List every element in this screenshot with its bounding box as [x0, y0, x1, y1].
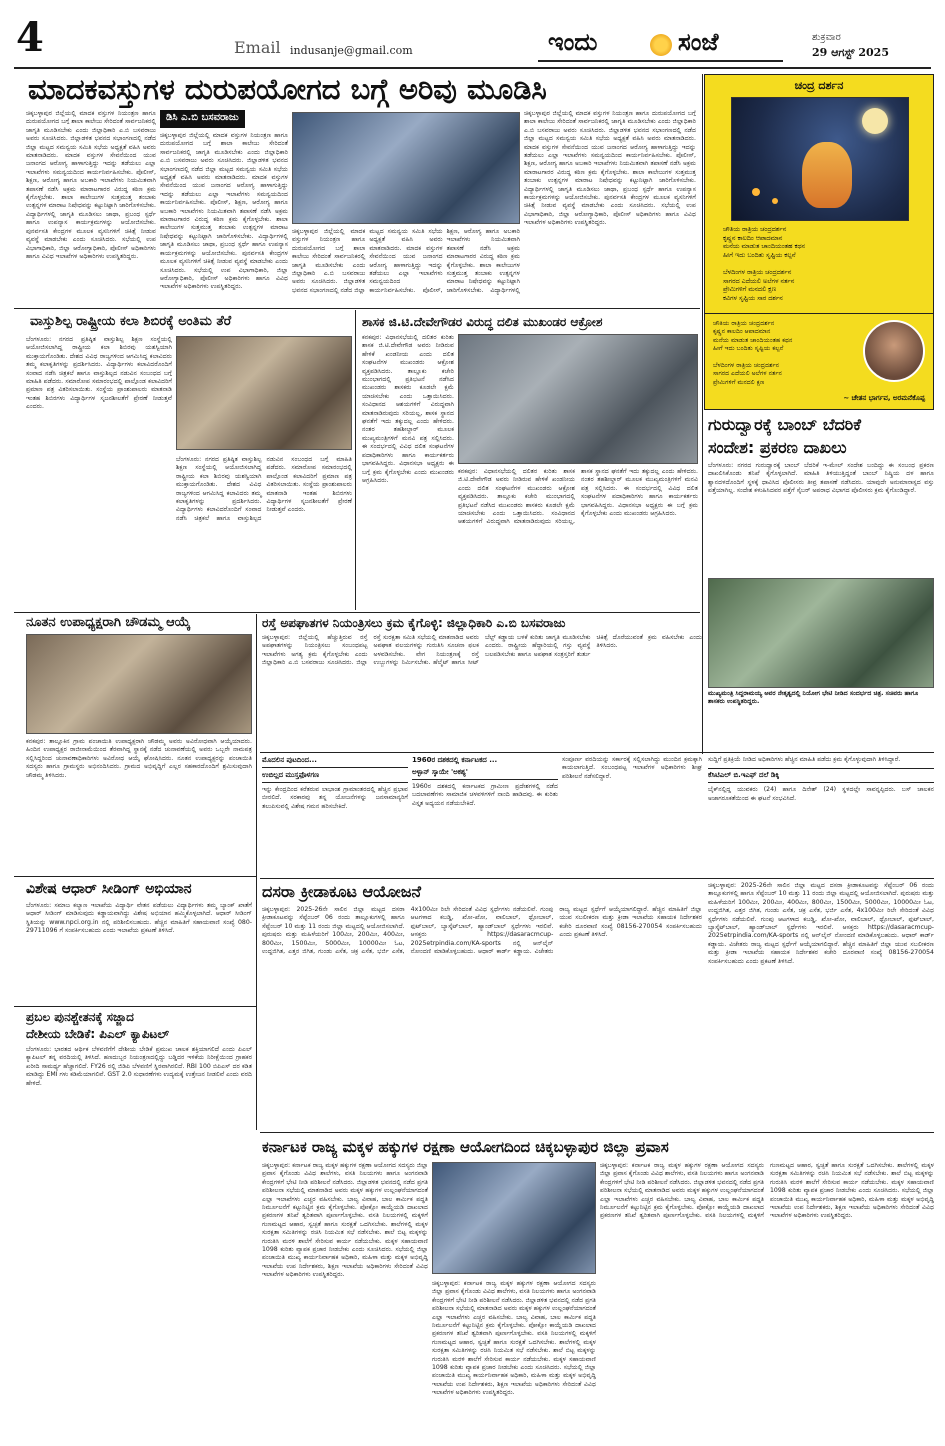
shasaka-headline: ಶಾಸಕ ಜಿ.ಟಿ.ದೇವೇಗೌಡರ ವಿರುದ್ಧ ದಲಿತ ಮುಖಂಡರ ಆಕ್ರೋಶ — [362, 315, 603, 329]
rasthe-body: ಚಿಕ್ಕಬಳ್ಳಾಪುರ: ಜಿಲ್ಲೆಯಲ್ಲಿ ಹೆಚ್ಚುತ್ತಿರುವ ರಸ್ತೆ ಅಪಘಾತಗಳನ್ನು ನಿಯಂತ್ರಿಸಲು ಸಂಬಂಧಪಟ್ಟ ಇಲಾಖೆಗಳು ಅಗತ್ಯ ಕ್ರಮ ಕೈಗೊಳ್ಳಬೇಕು ಎಂದು ಜಿಲ್ಲಾಧಿಕಾರಿ ಎ.ಬಿ ಬಸವರಾಜು ಸೂಚಿಸಿದರು. ಜಿಲ್ಲಾ ರಸ್ತೆ ಸುರಕ್ಷತಾ ಸಮಿತಿ ಸಭೆಯಲ್ಲಿ ಮಾತನಾಡಿದ ಅವರು ಅಪಘಾತ ವಲಯಗಳನ್ನು ಗುರುತಿಸಿ ಸೂಚನಾ ಫಲಕ ಅಳವಡಿಸಬೇಕು. ವೇಗ ನಿಯಂತ್ರಣಕ್ಕೆ ರಸ್ತೆ ಉಬ್ಬುಗಳನ್ನು ನಿರ್ಮಿಸಬೇಕು. ಹೆಲ್ಮೆಟ್ ಹಾಗೂ ಸೀಟ್ ಬೆಲ್ಟ್ ಕಡ್ಡಾಯ ಬಳಕೆ ಕುರಿತು ಜಾಗೃತಿ ಮೂಡಿಸಬೇಕು ಎಂದರು. ರಾಷ್ಟ್ರೀಯ ಹೆದ್ದಾರಿಯಲ್ಲಿ ಗಸ್ತು ವ್ಯವಸ್ಥೆ ಬಲಪಡಿಸಬೇಕು ಹಾಗೂ ಅಪಘಾತ ಸಂತ್ರಸ್ತರಿಗೆ ತುರ್ತು ಚಿಕಿತ್ಸೆ ದೊರೆಯುವಂತೆ ಕ್ರಮ ವಹಿಸಬೇಕು ಎಂದು ತಿಳಿಸಿದರು. — [262, 634, 702, 667]
lead-headline: ಮಾದಕವಸ್ತುಗಳ ದುರುಪಯೋಗದ ಬಗ್ಗೆ ಅರಿವು ಮೂಡಿಸಿ — [28, 72, 547, 106]
shasaka-body-col2: ಕನಕಪುರ: ವಿಧಾನಸಭೆಯಲ್ಲಿ ದಲಿತರ ಕುರಿತು ಶಾಸಕ ಜಿ.ಟಿ.ದೇವೇಗೌಡ ಅವರು ನೀಡಿರುವ ಹೇಳಿಕೆ ಖಂಡನೀಯ ಎಂದು ದಲಿತ ಸಂಘಟನೆಗಳ ಮುಖಂಡರು ಆಕ್ರೋಶ ವ್ಯಕ್ತಪಡಿಸಿದರು. ತಾಲ್ಲೂಕು ಕಚೇರಿ ಮುಂಭಾಗದಲ್ಲಿ ಪ್ರತಿಭಟನೆ ನಡೆಸಿದ ಮುಖಂಡರು ಶಾಸಕರು ಕೂಡಲೇ ಕ್ಷಮೆ ಯಾಚಿಸಬೇಕು ಎಂದು ಒತ್ತಾಯಿಸಿದರು. ಸಂವಿಧಾನದ ಆಶಯಗಳಿಗೆ ವಿರುದ್ಧವಾಗಿ ಮಾತನಾಡಿರುವುದು ಸರಿಯಲ್ಲ, ಶಾಸಕ ಸ್ಥಾನದ ಘನತೆಗೆ ಇದು ತಕ್ಕುದಲ್ಲ ಎಂದು ಹೇಳಿದರು. ನಂತರ ತಹಶೀಲ್ದಾರ್ ಮೂಲಕ ಮುಖ್ಯಮಂತ್ರಿಗಳಿಗೆ ಮನವಿ ಪತ್ರ ಸಲ್ಲಿಸಿದರು. ಈ ಸಂದರ್ಭದಲ್ಲಿ ವಿವಿಧ ದಲಿತ ಸಂಘಟನೆಗಳ ಪದಾಧಿಕಾರಿಗಳು ಹಾಗೂ ಕಾರ್ಯಕರ್ತರು ಭಾಗವಹಿಸಿದ್ದರು. ವಿಧಾನಸಭಾ ಅಧ್ಯಕ್ಷರು ಈ ಬಗ್ಗೆ ಕ್ರಮ ಕೈಗೊಳ್ಳಬೇಕು ಎಂದು ಮುಖಂಡರು ಆಗ್ರಹಿಸಿದರು. — [458, 468, 698, 526]
chandra-lower-panel — [704, 314, 934, 410]
shasaka-photo — [458, 334, 698, 464]
divider — [260, 878, 934, 879]
shasaka-body-col1: ಕನಕಪುರ: ವಿಧಾನಸಭೆಯಲ್ಲಿ ದಲಿತರ ಕುರಿತು ಶಾಸಕ ಜಿ.ಟಿ.ದೇವೇಗೌಡ ಅವರು ನೀಡಿರುವ ಹೇಳಿಕೆ ಖಂಡನೀಯ ಎಂದು ದಲಿತ ಸಂಘಟನೆಗಳ ಮುಖಂಡರು ಆಕ್ರೋಶ ವ್ಯಕ್ತಪಡಿಸಿದರು. ತಾಲ್ಲೂಕು ಕಚೇರಿ ಮುಂಭಾಗದಲ್ಲಿ ಪ್ರತಿಭಟನೆ ನಡೆಸಿದ ಮುಖಂಡರು ಶಾಸಕರು ಕೂಡಲೇ ಕ್ಷಮೆ ಯಾಚಿಸಬೇಕು ಎಂದು ಒತ್ತಾಯಿಸಿದರು. ಸಂವಿಧಾನದ ಆಶಯಗಳಿಗೆ ವಿರುದ್ಧವಾಗಿ ಮಾತನಾಡಿರುವುದು ಸರಿಯಲ್ಲ, ಶಾಸಕ ಸ್ಥಾನದ ಘನತೆಗೆ ಇದು ತಕ್ಕುದಲ್ಲ ಎಂದು ಹೇಳಿದರು. ನಂತರ ತಹಶೀಲ್ದಾರ್ ಮೂಲಕ ಮುಖ್ಯಮಂತ್ರಿಗಳಿಗೆ ಮನವಿ ಪತ್ರ ಸಲ್ಲಿಸಿದರು. ಈ ಸಂದರ್ಭದಲ್ಲಿ ವಿವಿಧ ದಲಿತ ಸಂಘಟನೆಗಳ ಪದಾಧಿಕಾರಿಗಳು ಹಾಗೂ ಕಾರ್ಯಕರ್ತರು ಭಾಗವಹಿಸಿದ್ದರು. ವಿಧಾನಸಭಾ ಅಧ್ಯಕ್ಷರು ಈ ಬಗ್ಗೆ ಕ್ರಮ ಕೈಗೊಳ್ಳಬೇಕು ಎಂದು ಮುಖಂಡರು ಆಗ್ರಹಿಸಿದರು. — [362, 334, 454, 484]
divider — [14, 1006, 256, 1007]
chandra-illustration — [731, 97, 909, 221]
lead-body-col2: ಚಿಕ್ಕಬಳ್ಳಾಪುರ ಜಿಲ್ಲೆಯಲ್ಲಿ ಮಾದಕ ವಸ್ತುಗಳ ನಿಯಂತ್ರಣ ಹಾಗೂ ದುರುಪಯೋಗದ ಬಗ್ಗೆ ಶಾಲಾ ಕಾಲೇಜು ಸೇರಿದಂತೆ ಸಾರ್ವಜನಿಕರಲ್ಲಿ ಜಾಗೃತಿ ಮೂಡಿಸಬೇಕು ಎಂದು ಜಿಲ್ಲಾಧಿಕಾರಿ ಎ.ಬಿ ಬಸವರಾಜು ಅವರು ಸೂಚಿಸಿದರು. ಜಿಲ್ಲಾಡಳಿತ ಭವನದ ಸಭಾಂಗಣದಲ್ಲಿ ನಡೆದ ಜಿಲ್ಲಾ ಮಟ್ಟದ ಸಮನ್ವಯ ಸಮಿತಿ ಸಭೆಯ ಅಧ್ಯಕ್ಷತೆ ವಹಿಸಿ ಅವರು ಮಾತನಾಡಿದರು. ಮಾದಕ ವಸ್ತುಗಳ ಸೇವನೆಯಿಂದ ಯುವ ಜನಾಂಗದ ಆರೋಗ್ಯ ಹಾಳಾಗುತ್ತಿದ್ದು ಇದನ್ನು ತಡೆಯಲು ಎಲ್ಲಾ ಇಲಾಖೆಗಳು ಸಮನ್ವಯದಿಂದ ಕಾರ್ಯನಿರ್ವಹಿಸಬೇಕು. ಪೊಲೀಸ್, ಶಿಕ್ಷಣ, ಆರೋಗ್ಯ ಹಾಗೂ ಅಬಕಾರಿ ಇಲಾಖೆಗಳು ನಿಯಮಿತವಾಗಿ ತಪಾಸಣೆ ನಡೆಸಿ ಅಕ್ರಮ ಮಾರಾಟಗಾರರ ವಿರುದ್ಧ ಕಠಿಣ ಕ್ರಮ ಕೈಗೊಳ್ಳಬೇಕು. ಶಾಲಾ ಕಾಲೇಜುಗಳ ಸುತ್ತಮುತ್ತ ತಂಬಾಕು ಉತ್ಪನ್ನಗಳ ಮಾರಾಟ ನಿಷೇಧವನ್ನು ಕಟ್ಟುನಿಟ್ಟಾಗಿ ಜಾರಿಗೊಳಿಸಬೇಕು. ವಿದ್ಯಾರ್ಥಿಗಳಲ್ಲಿ ಜಾಗೃತಿ ಮೂಡಿಸಲು ಜಾಥಾ, ಪ್ರಬಂಧ ಸ್ಪರ್ಧೆ ಹಾಗೂ ಉಪನ್ಯಾಸ ಕಾರ್ಯಕ್ರಮಗಳನ್ನು ಆಯೋಜಿಸಬೇಕು. ಪುನರ್ವಸತಿ ಕೇಂದ್ರಗಳ ಮೂಲಕ ವ್ಯಸನಿಗಳಿಗೆ ಚಿಕಿತ್ಸೆ ನೀಡುವ ವ್ಯವಸ್ಥೆ ಮಾಡಬೇಕು ಎಂದು ಸೂಚಿಸಿದರು. ಸಭೆಯಲ್ಲಿ ಉಪ ವಿಭಾಗಾಧಿಕಾರಿ, ಜಿಲ್ಲಾ ಆರೋಗ್ಯಾಧಿಕಾರಿ, ಪೊಲೀಸ್ ಅಧಿಕಾರಿಗಳು ಹಾಗೂ ವಿವಿಧ ಇಲಾಖೆಗಳ ಅಧಿಕಾರಿಗಳು ಉಪಸ್ಥಿತರಿದ್ದರು. — [160, 132, 288, 291]
chandra-poem: ಚೌತಿಯ ರಾತ್ರಿಯ ಚಂದ್ರದರ್ಶನ ಕೃಷ್ಣನ ಕಾಲದಿಂ ಆಪಾದಮಾನ ಮನೆಯ ಮಾಡುತ ಚಾಂದಿಯಂತಹ ಕಥನ ಹೀಗೆ ಇದು ಬಂದಿತು ಸೃಷ್ಟಿಯ ಕಲ್ಪನೆ ಬೆಳದಿಂಗಳ ರಾತ್ರಿಯ ಚಂದ್ರದರ್ಶನ ಸಾಗರದ ಎದೆಯಲಿ ಅಲೆಗಳ ನರ್ತನ ಪ್ರೇಮಿಗಳಿಗೆ ಮನದಲಿ ಕ್ಷಣ ಕವಿಗಳ ಸೃಷ್ಟಿಯ ಸಾರ ದರ್ಶನ — [723, 225, 806, 302]
lead-tag: ಡಿಸಿ ಎ.ಬಿ ಬಸವರಾಜು — [160, 110, 245, 128]
gurudwara-body: ಬೆಂಗಳೂರು: ನಗರದ ಗುರುದ್ವಾರಕ್ಕೆ ಬಾಂಬ್ ಬೆದರಿಕೆ ಇ-ಮೇಲ್ ಸಂದೇಶ ಬಂದಿದ್ದು ಈ ಸಂಬಂಧ ಪ್ರಕರಣ ದಾಖಲಿಸಿಕೊಂಡು ತನಿಖೆ ಕೈಗೊಳ್ಳಲಾಗಿದೆ. ಮಾಹಿತಿ ತಿಳಿಯುತ್ತಿದ್ದಂತೆ ಬಾಂಬ್ ನಿಷ್ಕ್ರಿಯ ದಳ ಹಾಗೂ ಶ್ವಾನದಳದೊಂದಿಗೆ ಸ್ಥಳಕ್ಕೆ ಧಾವಿಸಿದ ಪೊಲೀಸರು ತೀವ್ರ ತಪಾಸಣೆ ನಡೆಸಿದರು. ಯಾವುದೇ ಅನುಮಾನಾಸ್ಪದ ವಸ್ತು ಪತ್ತೆಯಾಗಿಲ್ಲ. ಸಂದೇಶ ಕಳುಹಿಸಿದವರ ಪತ್ತೆಗೆ ಸೈಬರ್ ಅಪರಾಧ ವಿಭಾಗದ ಪೊಲೀಸರು ಕ್ರಮ ಕೈಗೊಂಡಿದ್ದಾರೆ. — [708, 462, 934, 495]
email-label: Email — [234, 38, 281, 57]
page-number: 4 — [16, 14, 44, 61]
cm-photo — [708, 578, 934, 688]
dasara-body-left: ಚಿಕ್ಕಬಳ್ಳಾಪುರ: 2025-26ನೇ ಸಾಲಿನ ಜಿಲ್ಲಾ ಮಟ್ಟದ ದಸರಾ ಕ್ರೀಡಾಕೂಟವನ್ನು ಸೆಪ್ಟೆಂಬರ್ 06 ರಂದು ತಾಲ್ಲೂಕುಗಳಲ್ಲಿ ಹಾಗೂ ಸೆಪ್ಟೆಂಬರ್ 10 ಮತ್ತು 11 ರಂದು ಜಿಲ್ಲಾ ಮಟ್ಟದಲ್ಲಿ ಆಯೋಜಿಸಲಾಗಿದೆ. ಪುರುಷರು ಮತ್ತು ಮಹಿಳೆಯರಿಗೆ 100ಮೀ, 200ಮೀ, 400ಮೀ, 800ಮೀ, 1500ಮೀ, 5000ಮೀ, 10000ಮೀ ಓಟ, ಉದ್ದಜಿಗಿತ, ಎತ್ತರ ಜಿಗಿತ, ಗುಂಡು ಎಸೆತ, ಚಕ್ರ ಎಸೆತ, ಭರ್ಜಿ ಎಸೆತ, 4x100ಮೀ ರಿಲೇ ಸೇರಿದಂತೆ ವಿವಿಧ ಸ್ಪರ್ಧೆಗಳು ನಡೆಯಲಿವೆ. ಗುಂಪು ಆಟಗಳಾದ ಕಬಡ್ಡಿ, ಖೋ-ಖೋ, ವಾಲಿಬಾಲ್, ಥ್ರೋಬಾಲ್, ಫುಟ್‌ಬಾಲ್, ಬ್ಯಾಸ್ಕೆಟ್‌ಬಾಲ್, ಹ್ಯಾಂಡ್‌ಬಾಲ್ ಸ್ಪರ್ಧೆಗಳು ಇರಲಿವೆ. ಆಸಕ್ತರು https://dasaracmcup-2025etrpindia.com/KA-sports ನಲ್ಲಿ ಆನ್‌ಲೈನ್ ನೋಂದಣಿ ಮಾಡಿಕೊಳ್ಳಬಹುದು. ಆಧಾರ್ ಕಾರ್ಡ್ ಕಡ್ಡಾಯ. ವಿಜೇತರು ರಾಜ್ಯ ಮಟ್ಟದ ಸ್ಪರ್ಧೆಗೆ ಆಯ್ಕೆಯಾಗಲಿದ್ದಾರೆ. ಹೆಚ್ಚಿನ ಮಾಹಿತಿಗೆ ಜಿಲ್ಲಾ ಯುವ ಸಬಲೀಕರಣ ಮತ್ತು ಕ್ರೀಡಾ ಇಲಾಖೆಯ ಸಹಾಯಕ ನಿರ್ದೇಶಕರ ಕಚೇರಿ ದೂರವಾಣಿ ಸಂಖ್ಯೆ 08156-270054 ಸಂಪರ್ಕಿಸಬಹುದು ಎಂದು ಪ್ರಕಟಣೆ ತಿಳಿಸಿದೆ. — [262, 906, 702, 956]
chandra-author: ~ ಚೇತನ ಭಾರ್ಗವ, ಅರಮನೆಕೊಪ್ಪ — [843, 394, 925, 402]
vastu-photo — [176, 336, 352, 450]
masthead-logo — [538, 28, 783, 62]
lead-photo — [292, 112, 520, 224]
ganesha-figure-icon — [802, 142, 852, 208]
masthead-divider — [14, 67, 931, 69]
divider — [260, 1132, 934, 1133]
strip-col4-body: ಸುದ್ದಿಗೆ ಪ್ರತಿಕ್ರಿಯೆ ನೀಡಿದ ಅಧಿಕಾರಿಗಳು ಹೆಚ್ಚಿನ ಮಾಹಿತಿ ಪಡೆದು ಕ್ರಮ ಕೈಗೊಳ್ಳುವುದಾಗಿ ತಿಳಿಸಿದ್ದಾರೆ. — [708, 756, 901, 763]
divider — [14, 612, 700, 613]
logo-left-text: ಇಂದು — [548, 28, 598, 56]
strip-col2-head: 1960ರ ದಶಕದಲ್ಲಿ ಕರ್ನಾಟಕದ ... — [412, 756, 498, 764]
vastu-body-col1: ಬೆಂಗಳೂರು: ನಗರದ ಪ್ರತಿಷ್ಠಿತ ವಾಸ್ತುಶಿಲ್ಪ ಶಿಕ್ಷಣ ಸಂಸ್ಥೆಯಲ್ಲಿ ಆಯೋಜಿಸಲಾಗಿದ್ದ ರಾಷ್ಟ್ರೀಯ ಕಲಾ ಶಿಬಿರವು ಯಶಸ್ವಿಯಾಗಿ ಮುಕ್ತಾಯಗೊಂಡಿತು. ದೇಶದ ವಿವಿಧ ರಾಜ್ಯಗಳಿಂದ ಆಗಮಿಸಿದ್ದ ಕಲಾವಿದರು ತಮ್ಮ ಕಲಾಕೃತಿಗಳನ್ನು ಪ್ರದರ್ಶಿಸಿದರು. ವಿದ್ಯಾರ್ಥಿಗಳು ಕಲಾವಿದರೊಂದಿಗೆ ಸಂವಾದ ನಡೆಸಿ ಚಿತ್ರಕಲೆ ಹಾಗೂ ವಾಸ್ತುಶಿಲ್ಪದ ನಡುವಿನ ಸಂಬಂಧದ ಬಗ್ಗೆ ಮಾಹಿತಿ ಪಡೆದರು. ಸಮಾರೋಪ ಸಮಾರಂಭದಲ್ಲಿ ಪಾಲ್ಗೊಂಡ ಕಲಾವಿದರಿಗೆ ಪ್ರಮಾಣ ಪತ್ರ ವಿತರಿಸಲಾಯಿತು. ಸಂಸ್ಥೆಯ ಪ್ರಾಂಶುಪಾಲರು ಮಾತನಾಡಿ ಇಂತಹ ಶಿಬಿರಗಳು ವಿದ್ಯಾರ್ಥಿಗಳ ಸೃಜನಶೀಲತೆಗೆ ಪ್ರೇರಣೆ ನೀಡುತ್ತವೆ ಎಂದರು. — [26, 336, 172, 411]
email-value[interactable]: indusanje@gmail.com — [290, 44, 413, 57]
divider — [14, 308, 700, 309]
lead-body-col1: ಚಿಕ್ಕಬಳ್ಳಾಪುರ ಜಿಲ್ಲೆಯಲ್ಲಿ ಮಾದಕ ವಸ್ತುಗಳ ನಿಯಂತ್ರಣ ಹಾಗೂ ದುರುಪಯೋಗದ ಬಗ್ಗೆ ಶಾಲಾ ಕಾಲೇಜು ಸೇರಿದಂತೆ ಸಾರ್ವಜನಿಕರಲ್ಲಿ ಜಾಗೃತಿ ಮೂಡಿಸಬೇಕು ಎಂದು ಜಿಲ್ಲಾಧಿಕಾರಿ ಎ.ಬಿ ಬಸವರಾಜು ಅವರು ಸೂಚಿಸಿದರು. ಜಿಲ್ಲಾಡಳಿತ ಭವನದ ಸಭಾಂಗಣದಲ್ಲಿ ನಡೆದ ಜಿಲ್ಲಾ ಮಟ್ಟದ ಸಮನ್ವಯ ಸಮಿತಿ ಸಭೆಯ ಅಧ್ಯಕ್ಷತೆ ವಹಿಸಿ ಅವರು ಮಾತನಾಡಿದರು. ಮಾದಕ ವಸ್ತುಗಳ ಸೇವನೆಯಿಂದ ಯುವ ಜನಾಂಗದ ಆರೋಗ್ಯ ಹಾಳಾಗುತ್ತಿದ್ದು ಇದನ್ನು ತಡೆಯಲು ಎಲ್ಲಾ ಇಲಾಖೆಗಳು ಸಮನ್ವಯದಿಂದ ಕಾರ್ಯನಿರ್ವಹಿಸಬೇಕು. ಪೊಲೀಸ್, ಶಿಕ್ಷಣ, ಆರೋಗ್ಯ ಹಾಗೂ ಅಬಕಾರಿ ಇಲಾಖೆಗಳು ನಿಯಮಿತವಾಗಿ ತಪಾಸಣೆ ನಡೆಸಿ ಅಕ್ರಮ ಮಾರಾಟಗಾರರ ವಿರುದ್ಧ ಕಠಿಣ ಕ್ರಮ ಕೈಗೊಳ್ಳಬೇಕು. ಶಾಲಾ ಕಾಲೇಜುಗಳ ಸುತ್ತಮುತ್ತ ತಂಬಾಕು ಉತ್ಪನ್ನಗಳ ಮಾರಾಟ ನಿಷೇಧವನ್ನು ಕಟ್ಟುನಿಟ್ಟಾಗಿ ಜಾರಿಗೊಳಿಸಬೇಕು. ವಿದ್ಯಾರ್ಥಿಗಳಲ್ಲಿ ಜಾಗೃತಿ ಮೂಡಿಸಲು ಜಾಥಾ, ಪ್ರಬಂಧ ಸ್ಪರ್ಧೆ ಹಾಗೂ ಉಪನ್ಯಾಸ ಕಾರ್ಯಕ್ರಮಗಳನ್ನು ಆಯೋಜಿಸಬೇಕು. ಪುನರ್ವಸತಿ ಕೇಂದ್ರಗಳ ಮೂಲಕ ವ್ಯಸನಿಗಳಿಗೆ ಚಿಕಿತ್ಸೆ ನೀಡುವ ವ್ಯವಸ್ಥೆ ಮಾಡಬೇಕು ಎಂದು ಸೂಚಿಸಿದರು. ಸಭೆಯಲ್ಲಿ ಉಪ ವಿಭಾಗಾಧಿಕಾರಿ, ಜಿಲ್ಲಾ ಆರೋಗ್ಯಾಧಿಕಾರಿ, ಪೊಲೀಸ್ ಅಧಿಕಾರಿಗಳು ಹಾಗೂ ವಿವಿಧ ಇಲಾಖೆಗಳ ಅಧಿಕಾರಿಗಳು ಉಪಸ್ಥಿತರಿದ್ದರು. — [26, 110, 156, 260]
lead-body-col3: ಚಿಕ್ಕಬಳ್ಳಾಪುರ ಜಿಲ್ಲೆಯಲ್ಲಿ ಮಾದಕ ವಸ್ತುಗಳ ನಿಯಂತ್ರಣ ಹಾಗೂ ದುರುಪಯೋಗದ ಬಗ್ಗೆ ಶಾಲಾ ಕಾಲೇಜು ಸೇರಿದಂತೆ ಸಾರ್ವಜನಿಕರಲ್ಲಿ ಜಾಗೃತಿ ಮೂಡಿಸಬೇಕು ಎಂದು ಜಿಲ್ಲಾಧಿಕಾರಿ ಎ.ಬಿ ಬಸವರಾಜು ಅವರು ಸೂಚಿಸಿದರು. ಜಿಲ್ಲಾಡಳಿತ ಭವನದ ಸಭಾಂಗಣದಲ್ಲಿ ನಡೆದ ಜಿಲ್ಲಾ ಮಟ್ಟದ ಸಮನ್ವಯ ಸಮಿತಿ ಸಭೆಯ ಅಧ್ಯಕ್ಷತೆ ವಹಿಸಿ ಅವರು ಮಾತನಾಡಿದರು. ಮಾದಕ ವಸ್ತುಗಳ ಸೇವನೆಯಿಂದ ಯುವ ಜನಾಂಗದ ಆರೋಗ್ಯ ಹಾಳಾಗುತ್ತಿದ್ದು ಇದನ್ನು ತಡೆಯಲು ಎಲ್ಲಾ ಇಲಾಖೆಗಳು ಸಮನ್ವಯದಿಂದ ಕಾರ್ಯನಿರ್ವಹಿಸಬೇಕು. ಪೊಲೀಸ್, ಶಿಕ್ಷಣ, ಆರೋಗ್ಯ ಹಾಗೂ ಅಬಕಾರಿ ಇಲಾಖೆಗಳು ನಿಯಮಿತವಾಗಿ ತಪಾಸಣೆ ನಡೆಸಿ ಅಕ್ರಮ ಮಾರಾಟಗಾರರ ವಿರುದ್ಧ ಕಠಿಣ ಕ್ರಮ ಕೈಗೊಳ್ಳಬೇಕು. ಶಾಲಾ ಕಾಲೇಜುಗಳ ಸುತ್ತಮುತ್ತ ತಂಬಾಕು ಉತ್ಪನ್ನಗಳ ಮಾರಾಟ ನಿಷೇಧವನ್ನು ಕಟ್ಟುನಿಟ್ಟಾಗಿ ಜಾರಿಗೊಳಿಸಬೇಕು. ವಿದ್ಯಾರ್ಥಿಗಳಲ್ಲಿ — [292, 228, 520, 294]
piyal-headline-2: ದೇಶೀಯ ಬೇಡಿಕೆ: ಪಿಎಲ್ ಕ್ಯಾಪಿಟಲ್ — [26, 1027, 170, 1041]
masthead-day: ಶುಕ್ರವಾರ — [812, 32, 841, 43]
lantern-icon — [752, 188, 760, 196]
divider — [355, 310, 356, 610]
strip-col1-sub: ಉಬಿಲ್ಲದ ಮುಸ್ತಫೊಳಗಣ — [262, 771, 408, 783]
masthead — [0, 0, 945, 68]
aadhaar-headline: ವಿಶೇಷ ಆಧಾರ್ ಸೀಡಿಂಗ್ ಅಭಿಯಾನ — [26, 881, 192, 897]
strip-col4-body2: ಬೈಕ್‌ನಲ್ಲಿದ್ದ ಯುವಕರು (24) ಹಾಗೂ ದಿನೇಶ್ (24) ಸ್ಥಳದಲ್ಲೇ ಸಾವನ್ನಪ್ಪಿದರು. ಬಸ್ ಚಾಲಕನ ಅಜಾಗರೂಕತೆಯಿಂದ ಈ ಘಟನೆ ಸಂಭವಿಸಿದೆ. — [708, 786, 934, 802]
logo-sun-icon — [650, 34, 672, 56]
dasara-headline: ದಸರಾ ಕ್ರೀಡಾಕೂಟ ಆಯೋಜನೆ — [262, 882, 422, 901]
chowdamma-photo — [26, 634, 252, 734]
strip-col1-body: ಇನ್ನು ಕೇಂದ್ರದಿಂದ ಕರೆತರುವ ಲಾಭಾಂಶ ಗ್ರಾಮಾಂತರದಲ್ಲಿ ಹೆಚ್ಚಿನ ಪ್ರಭಾವ ಬೀರಲಿದೆ. ಸರಕಾರವು ತನ್ನ ಯೋಜನೆಗಳನ್ನು ಜನಸಾಮಾನ್ಯರಿಗೆ ತಲುಪಿಸುವಲ್ಲಿ ವಿಶೇಷ ಗಮನ ಹರಿಸಬೇಕಿದೆ. — [262, 786, 408, 810]
rasthe-headline: ರಸ್ತೆ ಅಪಘಾತಗಳ ನಿಯಂತ್ರಿಸಲು ಕ್ರಮ ಕೈಗೊಳ್ಳಿ: ಜಿಲ್ಲಾಧಿಕಾರಿ ಎ.ಬಿ ಬಸವರಾಜು — [262, 616, 566, 630]
moon-icon — [862, 108, 888, 134]
gurudwara-headline-1: ಗುರುದ್ವಾರಕ್ಕೆ ಬಾಂಬ್ ಬೆದರಿಕೆ — [708, 415, 862, 434]
makkala-headline: ಕರ್ನಾಟಕ ರಾಜ್ಯ ಮಕ್ಕಳ ಹಕ್ಕುಗಳ ರಕ್ಷಣಾ ಆಯೋಗದಿಂದ ಚಿಕ್ಕಬಳ್ಳಾಪುರ ಜಿಲ್ಲಾ ಪ್ರವಾಸ — [262, 1138, 669, 1156]
makkala-body-col1: ಚಿಕ್ಕಬಳ್ಳಾಪುರ: ಕರ್ನಾಟಕ ರಾಜ್ಯ ಮಕ್ಕಳ ಹಕ್ಕುಗಳ ರಕ್ಷಣಾ ಆಯೋಗದ ಸದಸ್ಯರು ಜಿಲ್ಲಾ ಪ್ರವಾಸ ಕೈಗೊಂಡು ವಿವಿಧ ಶಾಲೆಗಳು, ವಸತಿ ನಿಲಯಗಳು ಹಾಗೂ ಅಂಗನವಾಡಿ ಕೇಂದ್ರಗಳಿಗೆ ಭೇಟಿ ನೀಡಿ ಪರಿಶೀಲನೆ ನಡೆಸಿದರು. ಜಿಲ್ಲಾಡಳಿತ ಭವನದಲ್ಲಿ ನಡೆದ ಪ್ರಗತಿ ಪರಿಶೀಲನಾ ಸಭೆಯಲ್ಲಿ ಮಾತನಾಡಿದ ಅವರು ಮಕ್ಕಳ ಹಕ್ಕುಗಳ ಉಲ್ಲಂಘನೆಯಾಗದಂತೆ ಎಲ್ಲಾ ಇಲಾಖೆಗಳು ಎಚ್ಚರ ವಹಿಸಬೇಕು. ಬಾಲ್ಯ ವಿವಾಹ, ಬಾಲ ಕಾರ್ಮಿಕ ಪದ್ಧತಿ ನಿರ್ಮೂಲನೆಗೆ ಕಟ್ಟುನಿಟ್ಟಿನ ಕ್ರಮ ಕೈಗೊಳ್ಳಬೇಕು. ಪೋಕ್ಸೋ ಕಾಯ್ದೆಯಡಿ ದಾಖಲಾದ ಪ್ರಕರಣಗಳ ತನಿಖೆ ತ್ವರಿತವಾಗಿ ಪೂರ್ಣಗೊಳ್ಳಬೇಕು. ವಸತಿ ನಿಲಯಗಳಲ್ಲಿ ಮಕ್ಕಳಿಗೆ ಗುಣಮಟ್ಟದ ಆಹಾರ, ಸ್ವಚ್ಛತೆ ಹಾಗೂ ಸುರಕ್ಷತೆ ಒದಗಿಸಬೇಕು. ಶಾಲೆಗಳಲ್ಲಿ ಮಕ್ಕಳ ಸುರಕ್ಷತಾ ಸಮಿತಿಗಳನ್ನು ರಚಿಸಿ ನಿಯಮಿತ ಸಭೆ ನಡೆಸಬೇಕು. ಶಾಲೆ ಬಿಟ್ಟ ಮಕ್ಕಳನ್ನು ಗುರುತಿಸಿ ಮರಳಿ ಶಾಲೆಗೆ ಸೇರಿಸುವ ಕಾರ್ಯ ನಡೆಯಬೇಕು. ಮಕ್ಕಳ ಸಹಾಯವಾಣಿ 1098 ಕುರಿತು ವ್ಯಾಪಕ ಪ್ರಚಾರ ನೀಡಬೇಕು ಎಂದು ಸೂಚಿಸಿದರು. ಸಭೆಯಲ್ಲಿ ಜಿಲ್ಲಾ ಪಂಚಾಯಿತಿ ಮುಖ್ಯ ಕಾರ್ಯನಿರ್ವಾಹಕ ಅಧಿಕಾರಿ, ಮಹಿಳಾ ಮತ್ತು ಮಕ್ಕಳ ಅಭಿವೃದ್ಧಿ ಇಲಾಖೆಯ ಉಪ ನಿರ್ದೇಶಕರು, ಶಿಕ್ಷಣ ಇಲಾಖೆಯ ಅಧಿಕಾರಿಗಳು ಸೇರಿದಂತೆ ವಿವಿಧ ಇಲಾಖೆಗಳ ಅಧಿಕಾರಿಗಳು ಉಪಸ್ಥಿತರಿದ್ದರು. — [262, 1162, 428, 1279]
divider — [14, 876, 256, 877]
piyal-headline-1: ಪ್ರಬಲ ಪುನಶ್ಚೇತನಕ್ಕೆ ಸಜ್ಜಾದ — [26, 1010, 134, 1024]
strip-col2 — [412, 756, 558, 874]
chowdamma-headline: ನೂತನ ಉಪಾಧ್ಯಕ್ಷರಾಗಿ ಚೌಡಮ್ಮ ಆಯ್ಕೆ — [26, 615, 191, 630]
strip-col1-head: ಮೊದಲಿನ ಪುಟದಿಂದ... — [262, 756, 408, 768]
divider — [702, 74, 703, 754]
cm-photo-caption: ಮುಖ್ಯಮಂತ್ರಿ ಸಿದ್ದರಾಮಯ್ಯ ಅವರ ನೇತೃತ್ವದಲ್ಲಿ ನಿಯೋಗ ಭೇಟಿ ನೀಡಿದ ಸಂದರ್ಭದ ಚಿತ್ರ. ಸಚಿವರು ಹಾಗೂ ಶಾಸಕರು ಉಪಸ್ಥಿತರಿದ್ದರು. — [708, 690, 919, 706]
strip-col2-sub: ಅಳ್ಳಾನ್ ಸ್ಕಾಯೇ 'ಅಕಶ್ಯ' — [412, 768, 558, 780]
makkala-body-col3: ಚಿಕ್ಕಬಳ್ಳಾಪುರ: ಕರ್ನಾಟಕ ರಾಜ್ಯ ಮಕ್ಕಳ ಹಕ್ಕುಗಳ ರಕ್ಷಣಾ ಆಯೋಗದ ಸದಸ್ಯರು ಜಿಲ್ಲಾ ಪ್ರವಾಸ ಕೈಗೊಂಡು ವಿವಿಧ ಶಾಲೆಗಳು, ವಸತಿ ನಿಲಯಗಳು ಹಾಗೂ ಅಂಗನವಾಡಿ ಕೇಂದ್ರಗಳಿಗೆ ಭೇಟಿ ನೀಡಿ ಪರಿಶೀಲನೆ ನಡೆಸಿದರು. ಜಿಲ್ಲಾಡಳಿತ ಭವನದಲ್ಲಿ ನಡೆದ ಪ್ರಗತಿ ಪರಿಶೀಲನಾ ಸಭೆಯಲ್ಲಿ ಮಾತನಾಡಿದ ಅವರು ಮಕ್ಕಳ ಹಕ್ಕುಗಳ ಉಲ್ಲಂಘನೆಯಾಗದಂತೆ ಎಲ್ಲಾ ಇಲಾಖೆಗಳು ಎಚ್ಚರ ವಹಿಸಬೇಕು. ಬಾಲ್ಯ ವಿವಾಹ, ಬಾಲ ಕಾರ್ಮಿಕ ಪದ್ಧತಿ ನಿರ್ಮೂಲನೆಗೆ ಕಟ್ಟುನಿಟ್ಟಿನ ಕ್ರಮ ಕೈಗೊಳ್ಳಬೇಕು. ಪೋಕ್ಸೋ ಕಾಯ್ದೆಯಡಿ ದಾಖಲಾದ ಪ್ರಕರಣಗಳ ತನಿಖೆ ತ್ವರಿತವಾಗಿ ಪೂರ್ಣಗೊಳ್ಳಬೇಕು. ವಸತಿ ನಿಲಯಗಳಲ್ಲಿ ಮಕ್ಕಳಿಗೆ ಗುಣಮಟ್ಟದ ಆಹಾರ, ಸ್ವಚ್ಛತೆ ಹಾಗೂ ಸುರಕ್ಷತೆ ಒದಗಿಸಬೇಕು. ಶಾಲೆಗಳಲ್ಲಿ ಮಕ್ಕಳ ಸುರಕ್ಷತಾ ಸಮಿತಿಗಳನ್ನು ರಚಿಸಿ ನಿಯಮಿತ ಸಭೆ ನಡೆಸಬೇಕು. ಶಾಲೆ ಬಿಟ್ಟ ಮಕ್ಕಳನ್ನು ಗುರುತಿಸಿ ಮರಳಿ ಶಾಲೆಗೆ ಸೇರಿಸುವ ಕಾರ್ಯ ನಡೆಯಬೇಕು. ಮಕ್ಕಳ ಸಹಾಯವಾಣಿ 1098 ಕುರಿತು ವ್ಯಾಪಕ ಪ್ರಚಾರ ನೀಡಬೇಕು ಎಂದು ಸೂಚಿಸಿದರು. ಸಭೆಯಲ್ಲಿ ಜಿಲ್ಲಾ ಪಂಚಾಯಿತಿ ಮುಖ್ಯ ಕಾರ್ಯನಿರ್ವಾಹಕ ಅಧಿಕಾರಿ, ಮಹಿಳಾ ಮತ್ತು ಮಕ್ಕಳ ಅಭಿವೃದ್ಧಿ ಇಲಾಖೆಯ ಉಪ ನಿರ್ದೇಶಕರು, ಶಿಕ್ಷಣ ಇಲಾಖೆಯ ಅಧಿಕಾರಿಗಳು ಸೇರಿದಂತೆ ವಿವಿಧ ಇಲಾಖೆಗಳ ಅಧಿಕಾರಿಗಳು ಉಪಸ್ಥಿತರಿದ್ದರು. — [600, 1162, 934, 1220]
logo-right-text: ಸಂಜೆ — [678, 28, 719, 56]
strip-col3: ಸಂಪೂರ್ಣ ವರದಿಯನ್ನು ಸರ್ಕಾರಕ್ಕೆ ಸಲ್ಲಿಸಲಾಗಿದ್ದು ಮುಂದಿನ ಕ್ರಮಕ್ಕಾಗಿ ಕಾಯಲಾಗುತ್ತಿದೆ. ಸಂಬಂಧಪಟ್ಟ ಇಲಾಖೆಗಳ ಅಧಿಕಾರಿಗಳು ಶೀಘ್ರ ಪರಿಶೀಲನೆ ನಡೆಸಲಿದ್ದಾರೆ. — [562, 756, 702, 780]
vastu-body-col2: ಬೆಂಗಳೂರು: ನಗರದ ಪ್ರತಿಷ್ಠಿತ ವಾಸ್ತುಶಿಲ್ಪ ಶಿಕ್ಷಣ ಸಂಸ್ಥೆಯಲ್ಲಿ ಆಯೋಜಿಸಲಾಗಿದ್ದ ರಾಷ್ಟ್ರೀಯ ಕಲಾ ಶಿಬಿರವು ಯಶಸ್ವಿಯಾಗಿ ಮುಕ್ತಾಯಗೊಂಡಿತು. ದೇಶದ ವಿವಿಧ ರಾಜ್ಯಗಳಿಂದ ಆಗಮಿಸಿದ್ದ ಕಲಾವಿದರು ತಮ್ಮ ಕಲಾಕೃತಿಗಳನ್ನು ಪ್ರದರ್ಶಿಸಿದರು. ವಿದ್ಯಾರ್ಥಿಗಳು ಕಲಾವಿದರೊಂದಿಗೆ ಸಂವಾದ ನಡೆಸಿ ಚಿತ್ರಕಲೆ ಹಾಗೂ ವಾಸ್ತುಶಿಲ್ಪದ ನಡುವಿನ ಸಂಬಂಧದ ಬಗ್ಗೆ ಮಾಹಿತಿ ಪಡೆದರು. ಸಮಾರೋಪ ಸಮಾರಂಭದಲ್ಲಿ ಪಾಲ್ಗೊಂಡ ಕಲಾವಿದರಿಗೆ ಪ್ರಮಾಣ ಪತ್ರ ವಿತರಿಸಲಾಯಿತು. ಸಂಸ್ಥೆಯ ಪ್ರಾಂಶುಪಾಲರು ಮಾತನಾಡಿ ಇಂತಹ ಶಿಬಿರಗಳು ವಿದ್ಯಾರ್ಥಿಗಳ ಸೃಜನಶೀಲತೆಗೆ ಪ್ರೇರಣೆ ನೀಡುತ್ತವೆ ಎಂದರು. — [176, 456, 352, 522]
dasara-body-right: ಚಿಕ್ಕಬಳ್ಳಾಪುರ: 2025-26ನೇ ಸಾಲಿನ ಜಿಲ್ಲಾ ಮಟ್ಟದ ದಸರಾ ಕ್ರೀಡಾಕೂಟವನ್ನು ಸೆಪ್ಟೆಂಬರ್ 06 ರಂದು ತಾಲ್ಲೂಕುಗಳಲ್ಲಿ ಹಾಗೂ ಸೆಪ್ಟೆಂಬರ್ 10 ಮತ್ತು 11 ರಂದು ಜಿಲ್ಲಾ ಮಟ್ಟದಲ್ಲಿ ಆಯೋಜಿಸಲಾಗಿದೆ. ಪುರುಷರು ಮತ್ತು ಮಹಿಳೆಯರಿಗೆ 100ಮೀ, 200ಮೀ, 400ಮೀ, 800ಮೀ, 1500ಮೀ, 5000ಮೀ, 10000ಮೀ ಓಟ, ಉದ್ದಜಿಗಿತ, ಎತ್ತರ ಜಿಗಿತ, ಗುಂಡು ಎಸೆತ, ಚಕ್ರ ಎಸೆತ, ಭರ್ಜಿ ಎಸೆತ, 4x100ಮೀ ರಿಲೇ ಸೇರಿದಂತೆ ವಿವಿಧ ಸ್ಪರ್ಧೆಗಳು ನಡೆಯಲಿವೆ. ಗುಂಪು ಆಟಗಳಾದ ಕಬಡ್ಡಿ, ಖೋ-ಖೋ, ವಾಲಿಬಾಲ್, ಥ್ರೋಬಾಲ್, ಫುಟ್‌ಬಾಲ್, ಬ್ಯಾಸ್ಕೆಟ್‌ಬಾಲ್, ಹ್ಯಾಂಡ್‌ಬಾಲ್ ಸ್ಪರ್ಧೆಗಳು ಇರಲಿವೆ. ಆಸಕ್ತರು https://dasaracmcup-2025etrpindia.com/KA-sports ನಲ್ಲಿ ಆನ್‌ಲೈನ್ ನೋಂದಣಿ ಮಾಡಿಕೊಳ್ಳಬಹುದು. ಆಧಾರ್ ಕಾರ್ಡ್ ಕಡ್ಡಾಯ. ವಿಜೇತರು ರಾಜ್ಯ ಮಟ್ಟದ ಸ್ಪರ್ಧೆಗೆ ಆಯ್ಕೆಯಾಗಲಿದ್ದಾರೆ. ಹೆಚ್ಚಿನ ಮಾಹಿತಿಗೆ ಜಿಲ್ಲಾ ಯುವ ಸಬಲೀಕರಣ ಮತ್ತು ಕ್ರೀಡಾ ಇಲಾಖೆಯ ಸಹಾಯಕ ನಿರ್ದೇಶಕರ ಕಚೇರಿ ದೂರವಾಣಿ ಸಂಖ್ಯೆ 08156-270054 ಸಂಪರ್ಕಿಸಬಹುದು ಎಂದು ಪ್ರಕಟಣೆ ತಿಳಿಸಿದೆ. — [708, 882, 934, 965]
piyal-body: ಬೆಂಗಳೂರು: ಭಾರತದ ಆರ್ಥಿಕ ಬೆಳವಣಿಗೆಗೆ ದೇಶೀಯ ಬೇಡಿಕೆ ಪ್ರಮುಖ ಚಾಲಕ ಶಕ್ತಿಯಾಗಲಿದೆ ಎಂದು ಪಿಎಲ್ ಕ್ಯಾಪಿಟಲ್ ತನ್ನ ವರದಿಯಲ್ಲಿ ತಿಳಿಸಿದೆ. ಹಣದುಬ್ಬರ ನಿಯಂತ್ರಣದಲ್ಲಿದ್ದು ಬಡ್ಡಿದರ ಇಳಿಕೆಯ ನಿರೀಕ್ಷೆಯಿಂದ ಗ್ರಾಹಕರ ಖರೀದಿ ಸಾಮರ್ಥ್ಯ ಹೆಚ್ಚಾಗಲಿದೆ. FY26 ರಲ್ಲಿ ಜಿಡಿಪಿ ಬೆಳವಣಿಗೆ ಸ್ಥಿರವಾಗಿರಲಿದೆ. RBI 100 ಬಿಪಿಎಸ್ ದರ ಕಡಿತ ಮಾಡಿದ್ದು EMI ಗಳು ಕಡಿಮೆಯಾಗಲಿವೆ. GST 2.0 ಸುಧಾರಣೆಗಳು ಉದ್ಯಮಕ್ಕೆ ಉತ್ತೇಜನ ನೀಡಲಿವೆ ಎಂದು ವರದಿ ಹೇಳಿದೆ. — [26, 1046, 252, 1087]
gurudwara-headline-2: ಸಂದೇಶ: ಪ್ರಕರಣ ದಾಖಲು — [708, 438, 847, 457]
strip-col2-body: 1960ರ ದಶಕದಲ್ಲಿ ಕರ್ನಾಟಕದ ಗ್ರಾಮೀಣ ಪ್ರದೇಶಗಳಲ್ಲಿ ನಡೆದ ಬದಲಾವಣೆಗಳು ಸಾಮಾಜಿಕ ಚಳವಳಿಗಳಿಗೆ ನಾಂದಿ ಹಾಡಿದವು. ಈ ಕುರಿತು ವಿಸ್ತೃತ ಅಧ್ಯಯನ ನಡೆಯಬೇಕಿದೆ. — [412, 783, 558, 807]
lantern-icon — [772, 198, 778, 204]
chandra-poem-continued: ಚೌತಿಯ ರಾತ್ರಿಯ ಚಂದ್ರದರ್ಶನ ಕೃಷ್ಣನ ಕಾಲದಿಂ ಆಪಾದಮಾನ ಮನೆಯ ಮಾಡುತ ಚಾಂದಿಯಂತಹ ಕಥನ ಹೀಗೆ ಇದು ಬಂದಿತು ಸೃಷ್ಟಿಯ ಕಲ್ಪನೆ ಬೆಳದಿಂಗಳ ರಾತ್ರಿಯ ಚಂದ್ರದರ್ಶನ ಸಾಗರದ ಎದೆಯಲಿ ಅಲೆಗಳ ನರ್ತನ ಪ್ರೇಮಿಗಳಿಗೆ ಮನದಲಿ ಕ್ಷಣ — [713, 320, 793, 386]
strip-col4 — [708, 756, 934, 874]
lead-body-col4: ಚಿಕ್ಕಬಳ್ಳಾಪುರ ಜಿಲ್ಲೆಯಲ್ಲಿ ಮಾದಕ ವಸ್ತುಗಳ ನಿಯಂತ್ರಣ ಹಾಗೂ ದುರುಪಯೋಗದ ಬಗ್ಗೆ ಶಾಲಾ ಕಾಲೇಜು ಸೇರಿದಂತೆ ಸಾರ್ವಜನಿಕರಲ್ಲಿ ಜಾಗೃತಿ ಮೂಡಿಸಬೇಕು ಎಂದು ಜಿಲ್ಲಾಧಿಕಾರಿ ಎ.ಬಿ ಬಸವರಾಜು ಅವರು ಸೂಚಿಸಿದರು. ಜಿಲ್ಲಾಡಳಿತ ಭವನದ ಸಭಾಂಗಣದಲ್ಲಿ ನಡೆದ ಜಿಲ್ಲಾ ಮಟ್ಟದ ಸಮನ್ವಯ ಸಮಿತಿ ಸಭೆಯ ಅಧ್ಯಕ್ಷತೆ ವಹಿಸಿ ಅವರು ಮಾತನಾಡಿದರು. ಮಾದಕ ವಸ್ತುಗಳ ಸೇವನೆಯಿಂದ ಯುವ ಜನಾಂಗದ ಆರೋಗ್ಯ ಹಾಳಾಗುತ್ತಿದ್ದು ಇದನ್ನು ತಡೆಯಲು ಎಲ್ಲಾ ಇಲಾಖೆಗಳು ಸಮನ್ವಯದಿಂದ ಕಾರ್ಯನಿರ್ವಹಿಸಬೇಕು. ಪೊಲೀಸ್, ಶಿಕ್ಷಣ, ಆರೋಗ್ಯ ಹಾಗೂ ಅಬಕಾರಿ ಇಲಾಖೆಗಳು ನಿಯಮಿತವಾಗಿ ತಪಾಸಣೆ ನಡೆಸಿ ಅಕ್ರಮ ಮಾರಾಟಗಾರರ ವಿರುದ್ಧ ಕಠಿಣ ಕ್ರಮ ಕೈಗೊಳ್ಳಬೇಕು. ಶಾಲಾ ಕಾಲೇಜುಗಳ ಸುತ್ತಮುತ್ತ ತಂಬಾಕು ಉತ್ಪನ್ನಗಳ ಮಾರಾಟ ನಿಷೇಧವನ್ನು ಕಟ್ಟುನಿಟ್ಟಾಗಿ ಜಾರಿಗೊಳಿಸಬೇಕು. ವಿದ್ಯಾರ್ಥಿಗಳಲ್ಲಿ ಜಾಗೃತಿ ಮೂಡಿಸಲು ಜಾಥಾ, ಪ್ರಬಂಧ ಸ್ಪರ್ಧೆ ಹಾಗೂ ಉಪನ್ಯಾಸ ಕಾರ್ಯಕ್ರಮಗಳನ್ನು ಆಯೋಜಿಸಬೇಕು. ಪುನರ್ವಸತಿ ಕೇಂದ್ರಗಳ ಮೂಲಕ ವ್ಯಸನಿಗಳಿಗೆ ಚಿಕಿತ್ಸೆ ನೀಡುವ ವ್ಯವಸ್ಥೆ ಮಾಡಬೇಕು ಎಂದು ಸೂಚಿಸಿದರು. ಸಭೆಯಲ್ಲಿ ಉಪ ವಿಭಾಗಾಧಿಕಾರಿ, ಜಿಲ್ಲಾ ಆರೋಗ್ಯಾಧಿಕಾರಿ, ಪೊಲೀಸ್ ಅಧಿಕಾರಿಗಳು ಹಾಗೂ ವಿವಿಧ ಇಲಾಖೆಗಳ ಅಧಿಕಾರಿಗಳು ಉಪಸ್ಥಿತರಿದ್ದರು. — [524, 110, 696, 227]
divider — [256, 614, 257, 1130]
makkala-photo — [432, 1162, 596, 1274]
chandra-panel — [704, 74, 934, 314]
strip-col1 — [262, 756, 408, 874]
makkala-body-col2: ಚಿಕ್ಕಬಳ್ಳಾಪುರ: ಕರ್ನಾಟಕ ರಾಜ್ಯ ಮಕ್ಕಳ ಹಕ್ಕುಗಳ ರಕ್ಷಣಾ ಆಯೋಗದ ಸದಸ್ಯರು ಜಿಲ್ಲಾ ಪ್ರವಾಸ ಕೈಗೊಂಡು ವಿವಿಧ ಶಾಲೆಗಳು, ವಸತಿ ನಿಲಯಗಳು ಹಾಗೂ ಅಂಗನವಾಡಿ ಕೇಂದ್ರಗಳಿಗೆ ಭೇಟಿ ನೀಡಿ ಪರಿಶೀಲನೆ ನಡೆಸಿದರು. ಜಿಲ್ಲಾಡಳಿತ ಭವನದಲ್ಲಿ ನಡೆದ ಪ್ರಗತಿ ಪರಿಶೀಲನಾ ಸಭೆಯಲ್ಲಿ ಮಾತನಾಡಿದ ಅವರು ಮಕ್ಕಳ ಹಕ್ಕುಗಳ ಉಲ್ಲಂಘನೆಯಾಗದಂತೆ ಎಲ್ಲಾ ಇಲಾಖೆಗಳು ಎಚ್ಚರ ವಹಿಸಬೇಕು. ಬಾಲ್ಯ ವಿವಾಹ, ಬಾಲ ಕಾರ್ಮಿಕ ಪದ್ಧತಿ ನಿರ್ಮೂಲನೆಗೆ ಕಟ್ಟುನಿಟ್ಟಿನ ಕ್ರಮ ಕೈಗೊಳ್ಳಬೇಕು. ಪೋಕ್ಸೋ ಕಾಯ್ದೆಯಡಿ ದಾಖಲಾದ ಪ್ರಕರಣಗಳ ತನಿಖೆ ತ್ವರಿತವಾಗಿ ಪೂರ್ಣಗೊಳ್ಳಬೇಕು. ವಸತಿ ನಿಲಯಗಳಲ್ಲಿ ಮಕ್ಕಳಿಗೆ ಗುಣಮಟ್ಟದ ಆಹಾರ, ಸ್ವಚ್ಛತೆ ಹಾಗೂ ಸುರಕ್ಷತೆ ಒದಗಿಸಬೇಕು. ಶಾಲೆಗಳಲ್ಲಿ ಮಕ್ಕಳ ಸುರಕ್ಷತಾ ಸಮಿತಿಗಳನ್ನು ರಚಿಸಿ ನಿಯಮಿತ ಸಭೆ ನಡೆಸಬೇಕು. ಶಾಲೆ ಬಿಟ್ಟ ಮಕ್ಕಳನ್ನು ಗುರುತಿಸಿ ಮರಳಿ ಶಾಲೆಗೆ ಸೇರಿಸುವ ಕಾರ್ಯ ನಡೆಯಬೇಕು. ಮಕ್ಕಳ ಸಹಾಯವಾಣಿ 1098 ಕುರಿತು ವ್ಯಾಪಕ ಪ್ರಚಾರ ನೀಡಬೇಕು ಎಂದು ಸೂಚಿಸಿದರು. ಸಭೆಯಲ್ಲಿ ಜಿಲ್ಲಾ ಪಂಚಾಯಿತಿ ಮುಖ್ಯ ಕಾರ್ಯನಿರ್ವಾಹಕ ಅಧಿಕಾರಿ, ಮಹಿಳಾ ಮತ್ತು ಮಕ್ಕಳ ಅಭಿವೃದ್ಧಿ ಇಲಾಖೆಯ ಉಪ ನಿರ್ದೇಶಕರು, ಶಿಕ್ಷಣ ಇಲಾಖೆಯ ಅಧಿಕಾರಿಗಳು ಸೇರಿದಂತೆ ವಿವಿಧ ಇಲಾಖೆಗಳ ಅಧಿಕಾರಿಗಳು ಉಪಸ್ಥಿತರಿದ್ದರು. — [432, 1280, 596, 1397]
aadhaar-body: ಬೆಂಗಳೂರು: ಸಮಾಜ ಕಲ್ಯಾಣ ಇಲಾಖೆಯ ವಿದ್ಯಾರ್ಥಿ ವೇತನ ಪಡೆಯಲು ವಿದ್ಯಾರ್ಥಿಗಳು ತಮ್ಮ ಬ್ಯಾಂಕ್ ಖಾತೆಗೆ ಆಧಾರ್ ಸೀಡಿಂಗ್ ಮಾಡಿಸುವುದು ಕಡ್ಡಾಯವಾಗಿದ್ದು ವಿಶೇಷ ಅಭಿಯಾನ ಹಮ್ಮಿಕೊಳ್ಳಲಾಗಿದೆ. ಆಧಾರ್ ಸೀಡಿಂಗ್ ಸ್ಥಿತಿಯನ್ನು www.npci.org.in ನಲ್ಲಿ ಪರಿಶೀಲಿಸಬಹುದು. ಹೆಚ್ಚಿನ ಮಾಹಿತಿಗೆ ಸಹಾಯವಾಣಿ ಸಂಖ್ಯೆ 080-29711096 ಗೆ ಸಂಪರ್ಕಿಸಬಹುದು ಎಂದು ಇಲಾಖೆಯ ಪ್ರಕಟಣೆ ತಿಳಿಸಿದೆ. — [26, 902, 252, 935]
strip-col4-sub: ಕೆಸಿಟಿಎಲ್ ಬಿ.ಇಎಫ್ ದಲೆ ಡಿಕ್ಕಿ — [708, 768, 934, 783]
author-avatar — [863, 320, 925, 382]
chowdamma-body: ಕನಕಪುರ: ತಾಲ್ಲೂಕಿನ ಗ್ರಾಮ ಪಂಚಾಯಿತಿ ಉಪಾಧ್ಯಕ್ಷರಾಗಿ ಚೌಡಮ್ಮ ಅವರು ಅವಿರೋಧವಾಗಿ ಆಯ್ಕೆಯಾದರು. ಹಿಂದಿನ ಉಪಾಧ್ಯಕ್ಷರ ರಾಜೀನಾಮೆಯಿಂದ ತೆರವಾಗಿದ್ದ ಸ್ಥಾನಕ್ಕೆ ನಡೆದ ಚುನಾವಣೆಯಲ್ಲಿ ಅವರು ಒಬ್ಬರೇ ನಾಮಪತ್ರ ಸಲ್ಲಿಸಿದ್ದರಿಂದ ಚುನಾವಣಾಧಿಕಾರಿಗಳು ಅವಿರೋಧ ಆಯ್ಕೆ ಘೋಷಿಸಿದರು. ನೂತನ ಉಪಾಧ್ಯಕ್ಷರನ್ನು ಪಂಚಾಯಿತಿ ಸದಸ್ಯರು ಹಾಗೂ ಗ್ರಾಮಸ್ಥರು ಅಭಿನಂದಿಸಿದರು. ಗ್ರಾಮದ ಅಭಿವೃದ್ಧಿಗೆ ಎಲ್ಲರ ಸಹಕಾರದೊಂದಿಗೆ ಶ್ರಮಿಸುವುದಾಗಿ ಚೌಡಮ್ಮ ತಿಳಿಸಿದರು. — [26, 738, 252, 779]
divider — [260, 752, 934, 753]
chandra-title: ಚಂದ್ರ ದರ್ಶನ — [794, 79, 844, 92]
masthead-date: 29 ಆಗಸ್ಟ್ 2025 — [812, 46, 889, 59]
vastu-headline: ವಾಸ್ತುಶಿಲ್ಪ ರಾಷ್ಟ್ರೀಯ ಕಲಾ ಶಿಬಿರಕ್ಕೆ ಅಂತಿಮ ತೆರೆ — [30, 314, 232, 329]
